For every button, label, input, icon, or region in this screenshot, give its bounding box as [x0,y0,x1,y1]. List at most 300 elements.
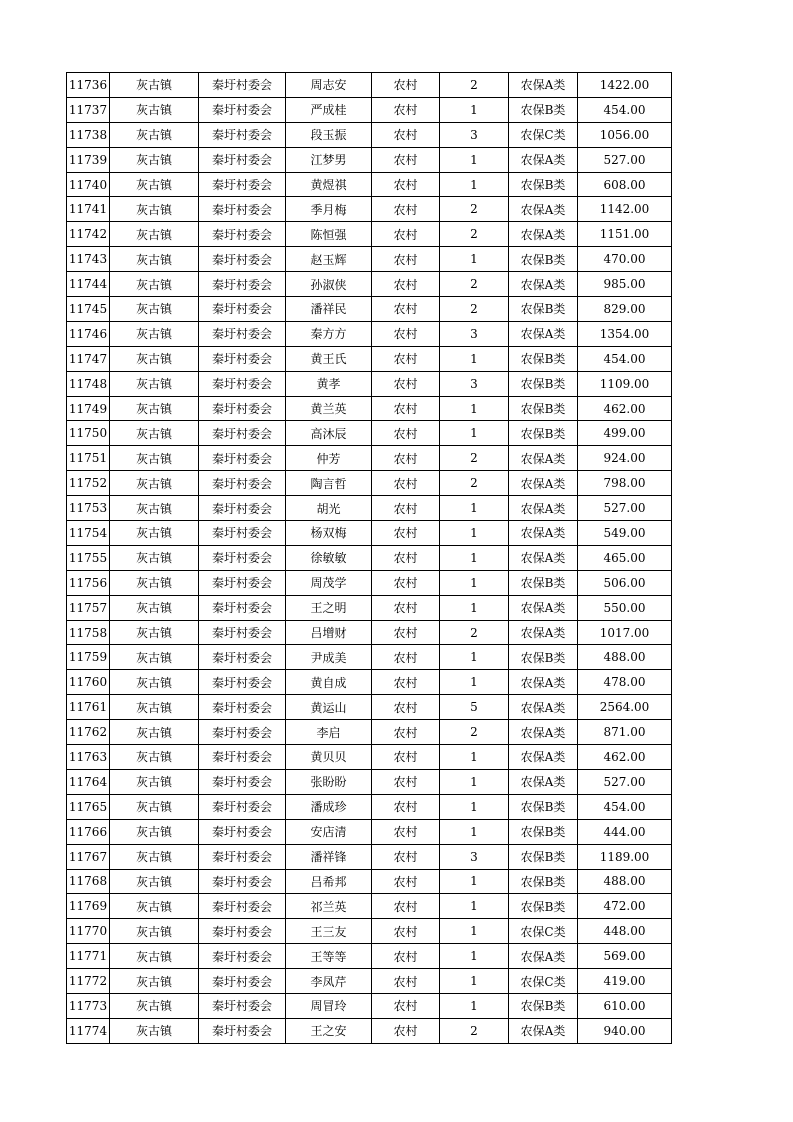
record-id-cell: 11762 [67,720,110,745]
table-row [67,595,672,620]
town-cell: 灰古镇 [110,944,199,969]
insurance-category-cell: 农保B类 [509,993,578,1018]
name-cell: 严成桂 [286,97,372,122]
town-cell: 灰古镇 [110,197,199,222]
table-row [67,346,672,371]
record-id-cell: 11760 [67,670,110,695]
amount-cell: 550.00 [578,595,672,620]
table-row [67,172,672,197]
amount-cell: 462.00 [578,745,672,770]
village-committee-cell: 秦圩村委会 [199,720,286,745]
amount-cell: 610.00 [578,993,672,1018]
table-row [67,844,672,869]
person-count-cell: 1 [440,944,509,969]
amount-cell: 1189.00 [578,844,672,869]
amount-cell: 488.00 [578,869,672,894]
insurance-category-cell: 农保A类 [509,197,578,222]
amount-cell: 448.00 [578,919,672,944]
insurance-category-cell: 农保B类 [509,645,578,670]
person-count-cell: 2 [440,272,509,297]
insurance-category-cell: 农保A类 [509,222,578,247]
town-cell: 灰古镇 [110,545,199,570]
table-row [67,869,672,894]
person-count-cell: 3 [440,122,509,147]
record-id-cell: 11767 [67,844,110,869]
insurance-category-cell: 农保A类 [509,670,578,695]
record-id-cell: 11761 [67,695,110,720]
table-row [67,446,672,471]
person-count-cell: 1 [440,172,509,197]
household-type-cell: 农村 [372,894,440,919]
household-type-cell: 农村 [372,346,440,371]
person-count-cell: 1 [440,595,509,620]
table-row [67,297,672,322]
household-type-cell: 农村 [372,695,440,720]
insurance-category-cell: 农保A类 [509,73,578,98]
person-count-cell: 2 [440,471,509,496]
table-row [67,794,672,819]
town-cell: 灰古镇 [110,222,199,247]
village-committee-cell: 秦圩村委会 [199,745,286,770]
record-id-cell: 11747 [67,346,110,371]
record-id-cell: 11738 [67,122,110,147]
amount-cell: 454.00 [578,794,672,819]
name-cell: 周冒玲 [286,993,372,1018]
table-row [67,97,672,122]
person-count-cell: 1 [440,894,509,919]
village-committee-cell: 秦圩村委会 [199,645,286,670]
amount-cell: 472.00 [578,894,672,919]
household-type-cell: 农村 [372,969,440,994]
table-row [67,645,672,670]
town-cell: 灰古镇 [110,919,199,944]
name-cell: 秦方方 [286,321,372,346]
household-type-cell: 农村 [372,73,440,98]
name-cell: 黄煜祺 [286,172,372,197]
record-table-body [67,73,672,1044]
village-committee-cell: 秦圩村委会 [199,172,286,197]
household-type-cell: 农村 [372,819,440,844]
household-type-cell: 农村 [372,1018,440,1043]
amount-cell: 798.00 [578,471,672,496]
record-id-cell: 11752 [67,471,110,496]
amount-cell: 444.00 [578,819,672,844]
household-type-cell: 农村 [372,197,440,222]
insurance-category-cell: 农保A类 [509,321,578,346]
amount-cell: 1151.00 [578,222,672,247]
amount-cell: 454.00 [578,97,672,122]
name-cell: 周茂学 [286,570,372,595]
person-count-cell: 1 [440,794,509,819]
insurance-category-cell: 农保B类 [509,894,578,919]
village-committee-cell: 秦圩村委会 [199,695,286,720]
person-count-cell: 1 [440,993,509,1018]
insurance-category-cell: 农保B类 [509,570,578,595]
name-cell: 季月梅 [286,197,372,222]
name-cell: 尹成美 [286,645,372,670]
amount-cell: 1056.00 [578,122,672,147]
amount-cell: 549.00 [578,521,672,546]
name-cell: 潘成珍 [286,794,372,819]
town-cell: 灰古镇 [110,371,199,396]
amount-cell: 924.00 [578,446,672,471]
insurance-category-cell: 农保A类 [509,769,578,794]
household-type-cell: 农村 [372,769,440,794]
name-cell: 陶言哲 [286,471,372,496]
town-cell: 灰古镇 [110,645,199,670]
name-cell: 安店清 [286,819,372,844]
person-count-cell: 3 [440,321,509,346]
insurance-category-cell: 农保B类 [509,844,578,869]
household-type-cell: 农村 [372,993,440,1018]
insurance-category-cell: 农保C类 [509,919,578,944]
town-cell: 灰古镇 [110,297,199,322]
insurance-category-cell: 农保B类 [509,247,578,272]
amount-cell: 2564.00 [578,695,672,720]
town-cell: 灰古镇 [110,844,199,869]
name-cell: 王等等 [286,944,372,969]
insurance-category-cell: 农保A类 [509,695,578,720]
table-row [67,720,672,745]
amount-cell: 1422.00 [578,73,672,98]
village-committee-cell: 秦圩村委会 [199,122,286,147]
table-row [67,545,672,570]
household-type-cell: 农村 [372,222,440,247]
household-type-cell: 农村 [372,545,440,570]
village-committee-cell: 秦圩村委会 [199,471,286,496]
household-type-cell: 农村 [372,670,440,695]
table-row [67,147,672,172]
insurance-category-cell: 农保A类 [509,272,578,297]
name-cell: 高沐辰 [286,421,372,446]
table-row [67,1018,672,1043]
village-committee-cell: 秦圩村委会 [199,297,286,322]
village-committee-cell: 秦圩村委会 [199,769,286,794]
town-cell: 灰古镇 [110,769,199,794]
table-row [67,570,672,595]
household-type-cell: 农村 [372,321,440,346]
village-committee-cell: 秦圩村委会 [199,794,286,819]
household-type-cell: 农村 [372,645,440,670]
table-row [67,122,672,147]
village-committee-cell: 秦圩村委会 [199,496,286,521]
amount-cell: 506.00 [578,570,672,595]
village-committee-cell: 秦圩村委会 [199,222,286,247]
town-cell: 灰古镇 [110,521,199,546]
table-row [67,371,672,396]
record-id-cell: 11764 [67,769,110,794]
insurance-category-cell: 农保A类 [509,147,578,172]
town-cell: 灰古镇 [110,147,199,172]
person-count-cell: 1 [440,769,509,794]
amount-cell: 465.00 [578,545,672,570]
table-row [67,321,672,346]
table-row [67,969,672,994]
town-cell: 灰古镇 [110,894,199,919]
town-cell: 灰古镇 [110,73,199,98]
town-cell: 灰古镇 [110,321,199,346]
amount-cell: 478.00 [578,670,672,695]
record-id-cell: 11749 [67,396,110,421]
village-committee-cell: 秦圩村委会 [199,620,286,645]
table-row [67,620,672,645]
record-id-cell: 11770 [67,919,110,944]
town-cell: 灰古镇 [110,794,199,819]
name-cell: 祁兰英 [286,894,372,919]
name-cell: 潘祥民 [286,297,372,322]
town-cell: 灰古镇 [110,620,199,645]
name-cell: 吕希邦 [286,869,372,894]
person-count-cell: 2 [440,297,509,322]
insurance-category-cell: 农保B类 [509,819,578,844]
record-id-cell: 11763 [67,745,110,770]
village-committee-cell: 秦圩村委会 [199,819,286,844]
amount-cell: 829.00 [578,297,672,322]
insurance-category-cell: 农保A类 [509,471,578,496]
person-count-cell: 3 [440,371,509,396]
record-id-cell: 11768 [67,869,110,894]
person-count-cell: 2 [440,720,509,745]
village-committee-cell: 秦圩村委会 [199,197,286,222]
town-cell: 灰古镇 [110,570,199,595]
amount-cell: 527.00 [578,147,672,172]
village-committee-cell: 秦圩村委会 [199,919,286,944]
town-cell: 灰古镇 [110,471,199,496]
record-id-cell: 11765 [67,794,110,819]
insurance-category-cell: 农保A类 [509,720,578,745]
record-id-cell: 11742 [67,222,110,247]
person-count-cell: 2 [440,73,509,98]
person-count-cell: 1 [440,496,509,521]
record-id-cell: 11751 [67,446,110,471]
record-id-cell: 11741 [67,197,110,222]
name-cell: 陈恒强 [286,222,372,247]
amount-cell: 608.00 [578,172,672,197]
household-type-cell: 农村 [372,122,440,147]
household-type-cell: 农村 [372,496,440,521]
amount-cell: 454.00 [578,346,672,371]
amount-cell: 462.00 [578,396,672,421]
name-cell: 王之明 [286,595,372,620]
person-count-cell: 1 [440,819,509,844]
town-cell: 灰古镇 [110,122,199,147]
town-cell: 灰古镇 [110,97,199,122]
insurance-category-cell: 农保A类 [509,496,578,521]
record-id-cell: 11745 [67,297,110,322]
town-cell: 灰古镇 [110,172,199,197]
insurance-category-cell: 农保B类 [509,869,578,894]
insurance-category-cell: 农保A类 [509,521,578,546]
amount-cell: 871.00 [578,720,672,745]
town-cell: 灰古镇 [110,496,199,521]
table-row [67,247,672,272]
record-id-cell: 11753 [67,496,110,521]
amount-cell: 470.00 [578,247,672,272]
name-cell: 黄孝 [286,371,372,396]
person-count-cell: 1 [440,247,509,272]
table-row [67,919,672,944]
insurance-category-cell: 农保A类 [509,446,578,471]
amount-cell: 1142.00 [578,197,672,222]
table-row [67,695,672,720]
household-type-cell: 农村 [372,919,440,944]
record-id-cell: 11743 [67,247,110,272]
village-committee-cell: 秦圩村委会 [199,869,286,894]
insurance-category-cell: 农保A类 [509,545,578,570]
insurance-category-cell: 农保B类 [509,97,578,122]
table-row [67,396,672,421]
village-committee-cell: 秦圩村委会 [199,421,286,446]
table-row [67,272,672,297]
insurance-category-cell: 农保A类 [509,1018,578,1043]
town-cell: 灰古镇 [110,819,199,844]
record-id-cell: 11739 [67,147,110,172]
village-committee-cell: 秦圩村委会 [199,147,286,172]
amount-cell: 527.00 [578,496,672,521]
town-cell: 灰古镇 [110,272,199,297]
amount-cell: 1109.00 [578,371,672,396]
household-type-cell: 农村 [372,720,440,745]
insurance-category-cell: 农保A类 [509,944,578,969]
record-id-cell: 11740 [67,172,110,197]
name-cell: 段玉振 [286,122,372,147]
insurance-category-cell: 农保B类 [509,172,578,197]
amount-cell: 1017.00 [578,620,672,645]
name-cell: 孙淑侠 [286,272,372,297]
person-count-cell: 1 [440,869,509,894]
person-count-cell: 1 [440,421,509,446]
record-id-cell: 11758 [67,620,110,645]
town-cell: 灰古镇 [110,346,199,371]
person-count-cell: 1 [440,545,509,570]
record-id-cell: 11737 [67,97,110,122]
town-cell: 灰古镇 [110,247,199,272]
name-cell: 黄王氏 [286,346,372,371]
village-committee-cell: 秦圩村委会 [199,272,286,297]
insurance-category-cell: 农保A类 [509,595,578,620]
household-type-cell: 农村 [372,521,440,546]
record-id-cell: 11744 [67,272,110,297]
person-count-cell: 2 [440,446,509,471]
town-cell: 灰古镇 [110,745,199,770]
household-type-cell: 农村 [372,471,440,496]
name-cell: 李凤芹 [286,969,372,994]
household-type-cell: 农村 [372,570,440,595]
household-type-cell: 农村 [372,620,440,645]
village-committee-cell: 秦圩村委会 [199,97,286,122]
village-committee-cell: 秦圩村委会 [199,346,286,371]
table-row [67,471,672,496]
record-id-cell: 11771 [67,944,110,969]
household-type-cell: 农村 [372,371,440,396]
record-id-cell: 11759 [67,645,110,670]
table-row [67,993,672,1018]
insurance-category-cell: 农保A类 [509,745,578,770]
record-id-cell: 11772 [67,969,110,994]
insurance-category-cell: 农保B类 [509,794,578,819]
village-committee-cell: 秦圩村委会 [199,993,286,1018]
name-cell: 黄贝贝 [286,745,372,770]
household-type-cell: 农村 [372,247,440,272]
person-count-cell: 1 [440,97,509,122]
table-row [67,521,672,546]
village-committee-cell: 秦圩村委会 [199,247,286,272]
village-committee-cell: 秦圩村委会 [199,894,286,919]
record-id-cell: 11755 [67,545,110,570]
household-type-cell: 农村 [372,272,440,297]
name-cell: 仲芳 [286,446,372,471]
record-id-cell: 11750 [67,421,110,446]
person-count-cell: 1 [440,521,509,546]
amount-cell: 527.00 [578,769,672,794]
amount-cell: 569.00 [578,944,672,969]
person-count-cell: 3 [440,844,509,869]
amount-cell: 499.00 [578,421,672,446]
record-id-cell: 11769 [67,894,110,919]
household-type-cell: 农村 [372,421,440,446]
table-row [67,222,672,247]
town-cell: 灰古镇 [110,720,199,745]
household-type-cell: 农村 [372,396,440,421]
household-type-cell: 农村 [372,944,440,969]
village-committee-cell: 秦圩村委会 [199,570,286,595]
table-row [67,894,672,919]
person-count-cell: 1 [440,396,509,421]
town-cell: 灰古镇 [110,421,199,446]
record-id-cell: 11746 [67,321,110,346]
record-id-cell: 11773 [67,993,110,1018]
name-cell: 王三友 [286,919,372,944]
person-count-cell: 1 [440,570,509,595]
household-type-cell: 农村 [372,794,440,819]
person-count-cell: 2 [440,620,509,645]
table-row [67,769,672,794]
person-count-cell: 2 [440,222,509,247]
household-type-cell: 农村 [372,745,440,770]
household-type-cell: 农村 [372,446,440,471]
name-cell: 徐敏敏 [286,545,372,570]
person-count-cell: 1 [440,745,509,770]
town-cell: 灰古镇 [110,695,199,720]
village-committee-cell: 秦圩村委会 [199,73,286,98]
record-id-cell: 11766 [67,819,110,844]
name-cell: 胡光 [286,496,372,521]
town-cell: 灰古镇 [110,396,199,421]
insurance-category-cell: 农保B类 [509,297,578,322]
person-count-cell: 1 [440,919,509,944]
village-committee-cell: 秦圩村委会 [199,446,286,471]
village-committee-cell: 秦圩村委会 [199,944,286,969]
amount-cell: 1354.00 [578,321,672,346]
record-id-cell: 11748 [67,371,110,396]
table-row [67,819,672,844]
household-type-cell: 农村 [372,595,440,620]
insurance-category-cell: 农保C类 [509,969,578,994]
town-cell: 灰古镇 [110,670,199,695]
record-id-cell: 11754 [67,521,110,546]
insurance-category-cell: 农保B类 [509,396,578,421]
name-cell: 吕增财 [286,620,372,645]
name-cell: 黄自成 [286,670,372,695]
town-cell: 灰古镇 [110,969,199,994]
person-count-cell: 1 [440,969,509,994]
village-committee-cell: 秦圩村委会 [199,321,286,346]
insurance-category-cell: 农保B类 [509,371,578,396]
household-type-cell: 农村 [372,844,440,869]
village-committee-cell: 秦圩村委会 [199,521,286,546]
table-row [67,197,672,222]
village-committee-cell: 秦圩村委会 [199,969,286,994]
